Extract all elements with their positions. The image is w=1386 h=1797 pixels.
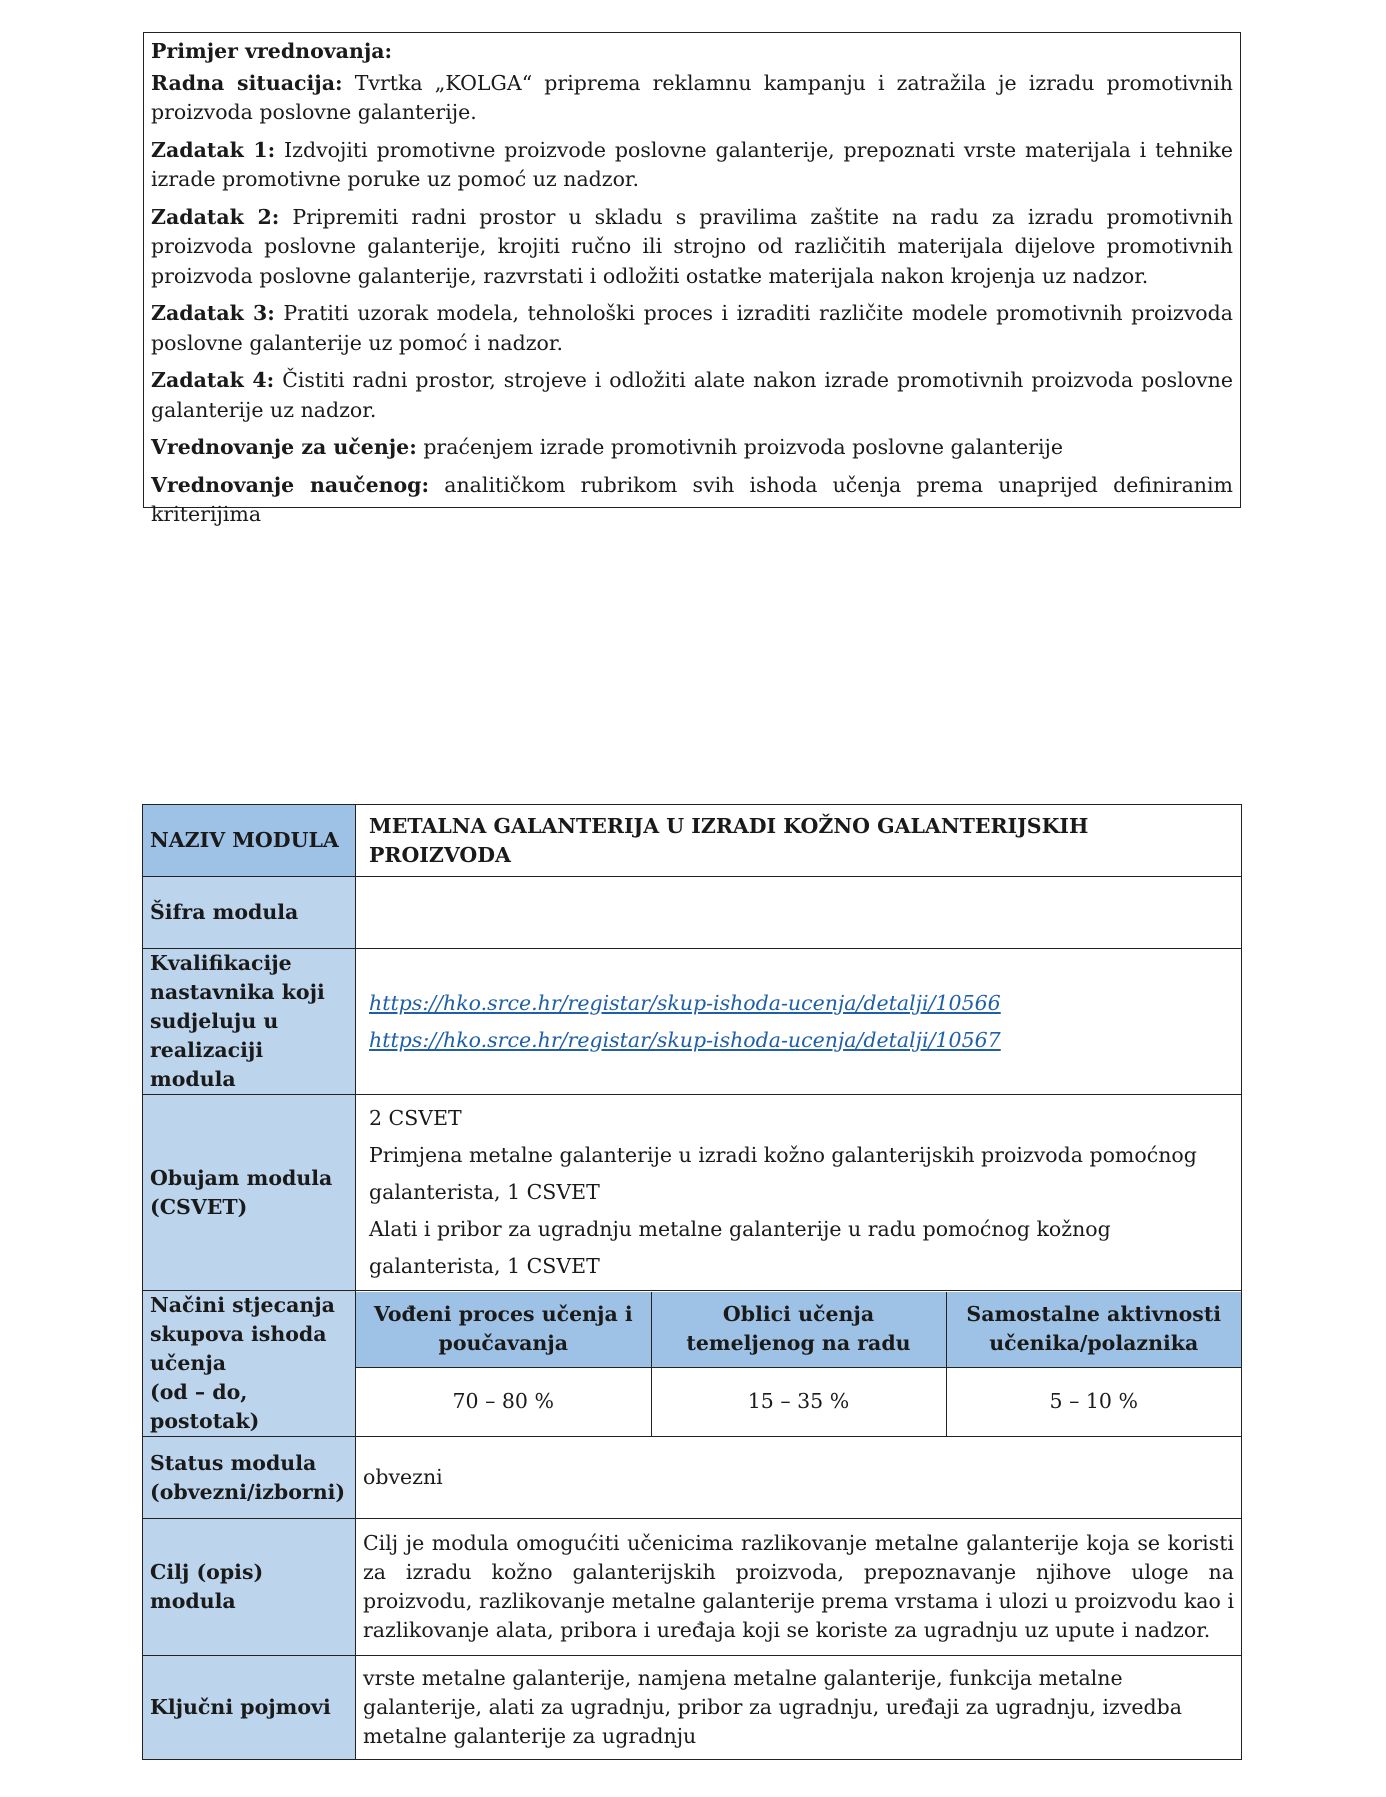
task-4 [151,366,1233,425]
teacher-qualification-link[interactable]: https://hko.srce.hr/registar/skup-ishoda-ucenja/detalji/10566 [369,990,1001,1015]
teachers-label: Kvalifikacije nastavnika koji sudjeluju u realizaciji modula [143,949,356,1095]
module-table [142,804,1242,1760]
work-situation [151,69,1233,128]
teachers-row [143,949,1242,1095]
teacher-qualification-link[interactable]: https://hko.srce.hr/registar/skup-ishoda-ucenja/detalji/10567 [369,1027,1001,1052]
scope-label: Obujam modula (CSVET) [143,1095,356,1291]
task-label: Zadatak 1: [151,137,276,162]
task-label: Zadatak 3: [151,301,275,325]
acquisition-table [356,1292,1241,1436]
keywords-value: vrste metalne galanterije, namjena metalne galanterije, funkcija metalne galanterije, alati za ugradnju, pribor za ugradnju, uređaji za ugradnju, izvedba metalne galanterije za ugradnju [356,1656,1242,1760]
goal-value: Cilj je modula omogućiti učenicima razlikovanje metalne galanterije koja se koristi za izradu kožno galanterijskih proizvoda, prepoznavanje njihove uloge na proizvodu, razlikovanje metalne galanterije prema vrstama i ulozi u proizvodu kao i razlikovanje alata, pribora i uređaja koji se koriste za ugradnju uz upute i nadzor. [356,1519,1242,1656]
task-3 [151,299,1233,358]
acquisition-header: Vođeni proces učenja i poučavanja [356,1292,651,1368]
goal-row [143,1519,1242,1656]
status-row [143,1437,1242,1519]
task-label: Zadatak 4: [151,368,275,392]
task-2 [151,203,1233,292]
summative-assessment [151,471,1233,530]
task-text: Pratiti uzorak modela, tehnološki proces i izraditi različite modele promotivnih proizvoda poslovne galanterije uz pomoć i nadzor. [151,301,1233,355]
task-1 [151,136,1233,195]
task-text: Pripremiti radni prostor u skladu s pravilima zaštite na radu za izradu promotivnih proizvoda poslovne galanterije, krojiti ručno ili strojno od različitih materijala dijelove promotivnih proizvoda poslovne galanterije, razvrstati i odložiti ostatke materijala nakon krojenja uz nadzor. [151,204,1233,288]
acquisition-value: 5 – 10 % [946,1368,1241,1436]
task-text: Izdvojiti promotivne proizvode poslovne galanterije, prepoznati vrste materijala i tehnike izrade promotivne poruke uz pomoć uz nadzor. [151,137,1233,191]
status-label: Status modula (obvezni/izborni) [143,1437,356,1519]
acquisition-header: Samostalne aktivnosti učenika/polaznika [946,1292,1241,1368]
formative-label: Vrednovanje za učenje: [151,435,417,459]
module-code-value [356,877,1242,949]
status-value: obvezni [356,1437,1242,1519]
module-name-label: NAZIV MODULA [143,805,356,877]
work-situation-label: Radna situacija: [151,70,343,95]
scope-row [143,1095,1242,1291]
scope-line: 2 CSVET [369,1106,462,1130]
acquisition-label: Načini stjecanja skupova ishoda učenja (od – do, postotak) [143,1291,356,1437]
module-name-row [143,805,1242,877]
keywords-row [143,1656,1242,1760]
work-situation-text: Tvrtka „KOLGA“ priprema reklamnu kampanju i zatražila je izradu promotivnih proizvoda poslovne galanterije. [151,70,1233,124]
acquisition-row [143,1291,1242,1437]
acquisition-header: Oblici učenja temeljenog na radu [651,1292,946,1368]
summative-text: analitičkom rubrikom svih ishoda učenja prema unaprijed definiranim kriterijima [151,472,1233,526]
goal-label: Cilj (opis) modula [143,1519,356,1656]
module-code-row [143,877,1242,949]
formative-text: praćenjem izrade promotivnih proizvoda poslovne galanterije [423,435,1064,459]
summative-label: Vrednovanje naučenog: [151,472,430,497]
task-label: Zadatak 2: [151,204,280,229]
scope-line: Alati i pribor za ugradnju metalne galanterije u radu pomoćnog kožnog galanterista, 1 CSVET [369,1217,1111,1278]
acquisition-value: 70 – 80 % [452,1389,554,1414]
evaluation-heading: Primjer vrednovanja: [151,39,393,63]
task-text: Čistiti radni prostor, strojeve i odložiti alate nakon izrade promotivnih proizvoda poslovne galanterije uz nadzor. [151,368,1233,422]
module-code-label: Šifra modula [143,877,356,949]
formative-assessment [151,433,1233,463]
evaluation-example-box [143,32,1241,526]
keywords-label: Ključni pojmovi [143,1656,356,1760]
module-name-value: METALNA GALANTERIJA U IZRADI KOŽNO GALANTERIJSKIH PROIZVODA [356,805,1242,877]
scope-line: Primjena metalne galanterije u izradi kožno galanterijskih proizvoda pomoćnog galanterista, 1 CSVET [369,1143,1197,1204]
acquisition-value: 15 – 35 % [651,1368,946,1436]
